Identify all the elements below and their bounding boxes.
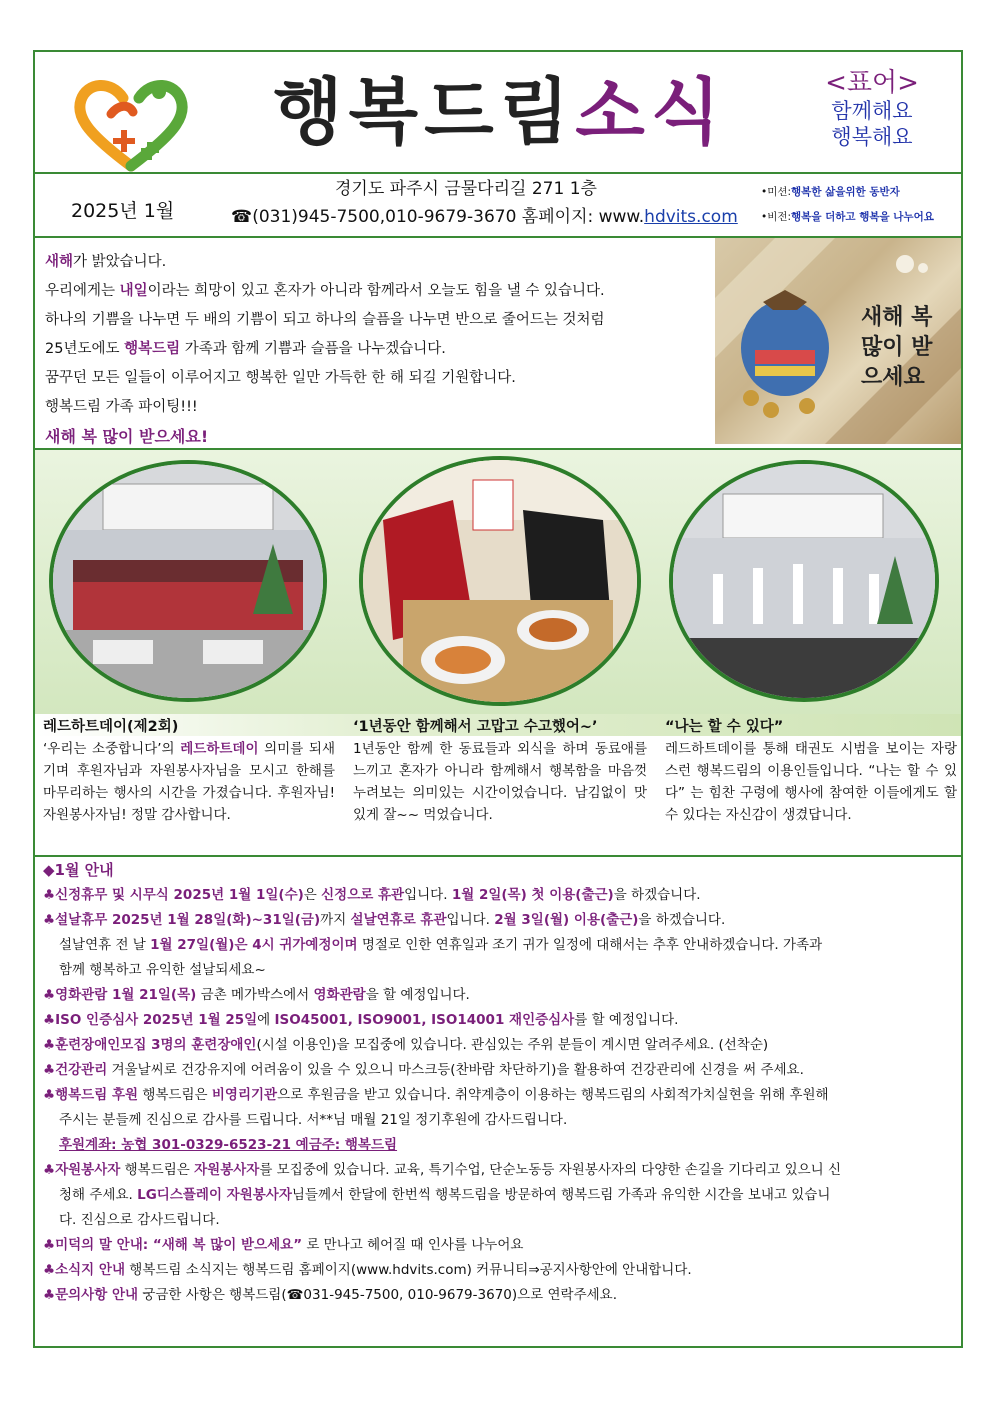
photo-taekwondo-demo [669, 460, 939, 702]
notice-item-newsletter: ♣소식지 안내 행복드림 소식지는 행복드림 홈페이지(www.hdvits.com) 커뮤니티⇒공지사항안에 안내합니다. [43, 1262, 692, 1278]
photo-dining-out [359, 456, 641, 706]
notice-item-recruitment: ♣훈련장애인모집 3명의 훈련장애인(시설 이용인)을 모집중에 있습니다. 관심있는 주위 분들이 계시면 알려주세요. (선착순) [43, 1037, 769, 1053]
motto-label: <표어> [825, 68, 919, 98]
issue-date: 2025년 1월 [71, 200, 175, 222]
mission-text: 행복한 삶을위한 동반자 [791, 186, 900, 198]
mission [761, 184, 900, 199]
notice-item-continued: 함께 행복하고 유익한 설날되세요~ [59, 962, 266, 978]
newsletter-title [273, 64, 726, 160]
section-divider-3 [35, 855, 961, 857]
notice-item-health: ♣건강관리 겨울날씨로 건강유지에 어려움이 있을 수 있으니 마스크등(찬바람 차단하기)을 활용하여 건강관리에 신경을 써 주세요. [43, 1062, 804, 1078]
column-dining-out [353, 716, 647, 826]
card-greeting-text: 새해 복 많이 받으세요 [861, 304, 933, 390]
vision-prefix: •비전: [761, 211, 792, 223]
notice-item-lunar-holiday: ♣설날휴무 2025년 1월 28일(화)~31일(금)까지 설날연휴로 휴관입니다. 2월 3일(월) 이용(출근)을 하겠습니다. [43, 912, 726, 928]
column-i-can-do-it [665, 716, 957, 826]
notice-item-continued: 설날연휴 전 날 1월 27일(월)은 4시 귀가예정이며 명절로 인한 연휴일과 조기 귀가 일정에 대해서는 추후 안내하겠습니다. 가족과 [59, 937, 823, 953]
greeting-closing: 새해 복 많이 받으세요! [45, 427, 209, 446]
column-title: “나는 할 수 있다” [665, 719, 784, 735]
notice-item-continued: 다. 진심으로 감사드립니다. [59, 1212, 220, 1228]
notice-item-movie: ♣영화관람 1월 21일(목) 금촌 메가박스에서 영화관람을 할 예정입니다. [43, 987, 470, 1003]
column-body: 레드하트데이를 통해 태권도 시범을 보이는 자랑스런 행복드림의 이용인들입니다. “나는 할 수 있다” 는 힘찬 구령에 행사에 참여한 이들에게도 할 수 있다는 자신감이 생겼답니다. [665, 741, 957, 823]
column-title: ‘1년동안 함께해서 고맙고 수고했어~’ [353, 719, 598, 735]
sponsorship-account: 후원계좌: 농협 301-0329-6523-21 예금주: 행복드림 [59, 1137, 398, 1153]
motto-line-2: 행복해요 [831, 125, 913, 149]
phone-text: (031)945-7500,010-9679-3670 홈페이지: www. [252, 207, 645, 227]
column-title: 레드하트데이(제2회) [43, 719, 179, 735]
newsletter-frame [33, 50, 963, 1348]
notice-item-new-year-holiday: ♣신정휴무 및 시무식 2025년 1월 1일(수)은 신정으로 휴관입니다. 1월 2일(목) 첫 이용(출근)을 하겠습니다. [43, 887, 701, 903]
vision [761, 209, 934, 224]
homepage-link[interactable]: hdvits.com [644, 207, 738, 227]
title-main: 행복드림 [273, 70, 576, 154]
greeting-line: 꿈꾸던 모든 일들이 이루어지고 행복한 일만 가득한 한 해 되길 기원합니다. [45, 370, 516, 386]
newsletter-homepage-link[interactable]: www.hdvits.com [356, 1262, 467, 1278]
title-accent: 소식 [575, 70, 727, 154]
greeting-line: 25년도에도 행복드림 가족과 함께 기쁨과 슬픔을 나누겠습니다. [45, 341, 446, 357]
photo-group-event [49, 460, 327, 702]
greeting-line: 새해가 밝았습니다. [45, 254, 167, 270]
notice-item-continued: 주시는 분들께 진심으로 감사를 드립니다. 서**님 매월 21일 정기후원에 감사드립니다. [59, 1112, 568, 1128]
vision-text: 행복을 더하고 행복을 나누어요 [791, 211, 934, 223]
photo-band [35, 450, 961, 714]
notice-item-virtue-words: ♣미덕의 말 안내: “새해 복 많이 받으세요” 로 만나고 헤어질 때 인사를 나누어요 [43, 1237, 524, 1253]
greeting-line: 하나의 기쁨을 나누면 두 배의 기쁨이 되고 하나의 슬픔을 나누면 반으로 줄어드는 것처럼 [45, 312, 605, 328]
column-body: 1년동안 함께 한 동료들과 외식을 하며 동료애를 느끼고 혼자가 아니라 함께해서 행복함을 마음껏 누려보는 의미있는 시간이었습니다. 남김없이 맛있게 잘~~ 먹었습니다. [353, 741, 647, 823]
greeting-line: 행복드림 가족 파이팅!!! [45, 399, 198, 415]
monthly-notice [43, 858, 959, 1308]
logo-heart-icon [71, 74, 191, 174]
column-red-heart-day [43, 716, 335, 826]
contact-line [231, 202, 738, 227]
motto-line-1: 함께해요 [831, 99, 913, 123]
phone-icon: ☎ [231, 207, 253, 227]
notice-item-continued: 청해 주세요. LG디스플레이 자원봉사자님들께서 한달에 한번씩 행복드림을 방문하여 행복드림 가족과 유익한 시간을 보내고 있습니 [59, 1187, 831, 1203]
new-year-card-image [715, 238, 961, 444]
greeting-text [45, 248, 710, 451]
column-body: ‘우리는 소중합니다’의 레드하트데이 의미를 되새기며 후원자님과 자원봉사자님을 모시고 한해를 마무리하는 행사의 시간을 가졌습니다. 후원자님! 자원봉사자님! 정말 감사합니다. [43, 741, 335, 823]
notice-item-sponsorship: ♣행복드림 후원 행복드림은 비영리기관으로 후원금을 받고 있습니다. 취약계층이 이용하는 행복드림의 사회적가치실현을 위해 후원해 [43, 1087, 829, 1103]
mission-prefix: •미션: [761, 186, 792, 198]
motto-box [807, 68, 937, 150]
notice-item-volunteer: ♣자원봉사자 행복드림은 자원봉사자를 모집중에 있습니다. 교육, 특기수업, 단순노동등 자원봉사자의 다양한 손길을 기다리고 있으니 신 [43, 1162, 842, 1178]
address: 경기도 파주시 금물다리길 271 1층 [335, 179, 597, 199]
notice-heading: ◆1월 안내 [43, 861, 114, 879]
notice-item-inquiry: ♣문의사항 안내 궁금한 사항은 행복드림(☎031-945-7500, 010-9679-3670)으로 연락주세요. [43, 1287, 618, 1303]
notice-item-iso-audit: ♣ISO 인증심사 2025년 1월 25일에 ISO45001, ISO9001, ISO14001 재인증심사를 할 예정입니다. [43, 1012, 679, 1028]
greeting-line: 우리에게는 내일이라는 희망이 있고 혼자가 아니라 함께라서 오늘도 힘을 낼 수 있습니다. [45, 283, 605, 299]
